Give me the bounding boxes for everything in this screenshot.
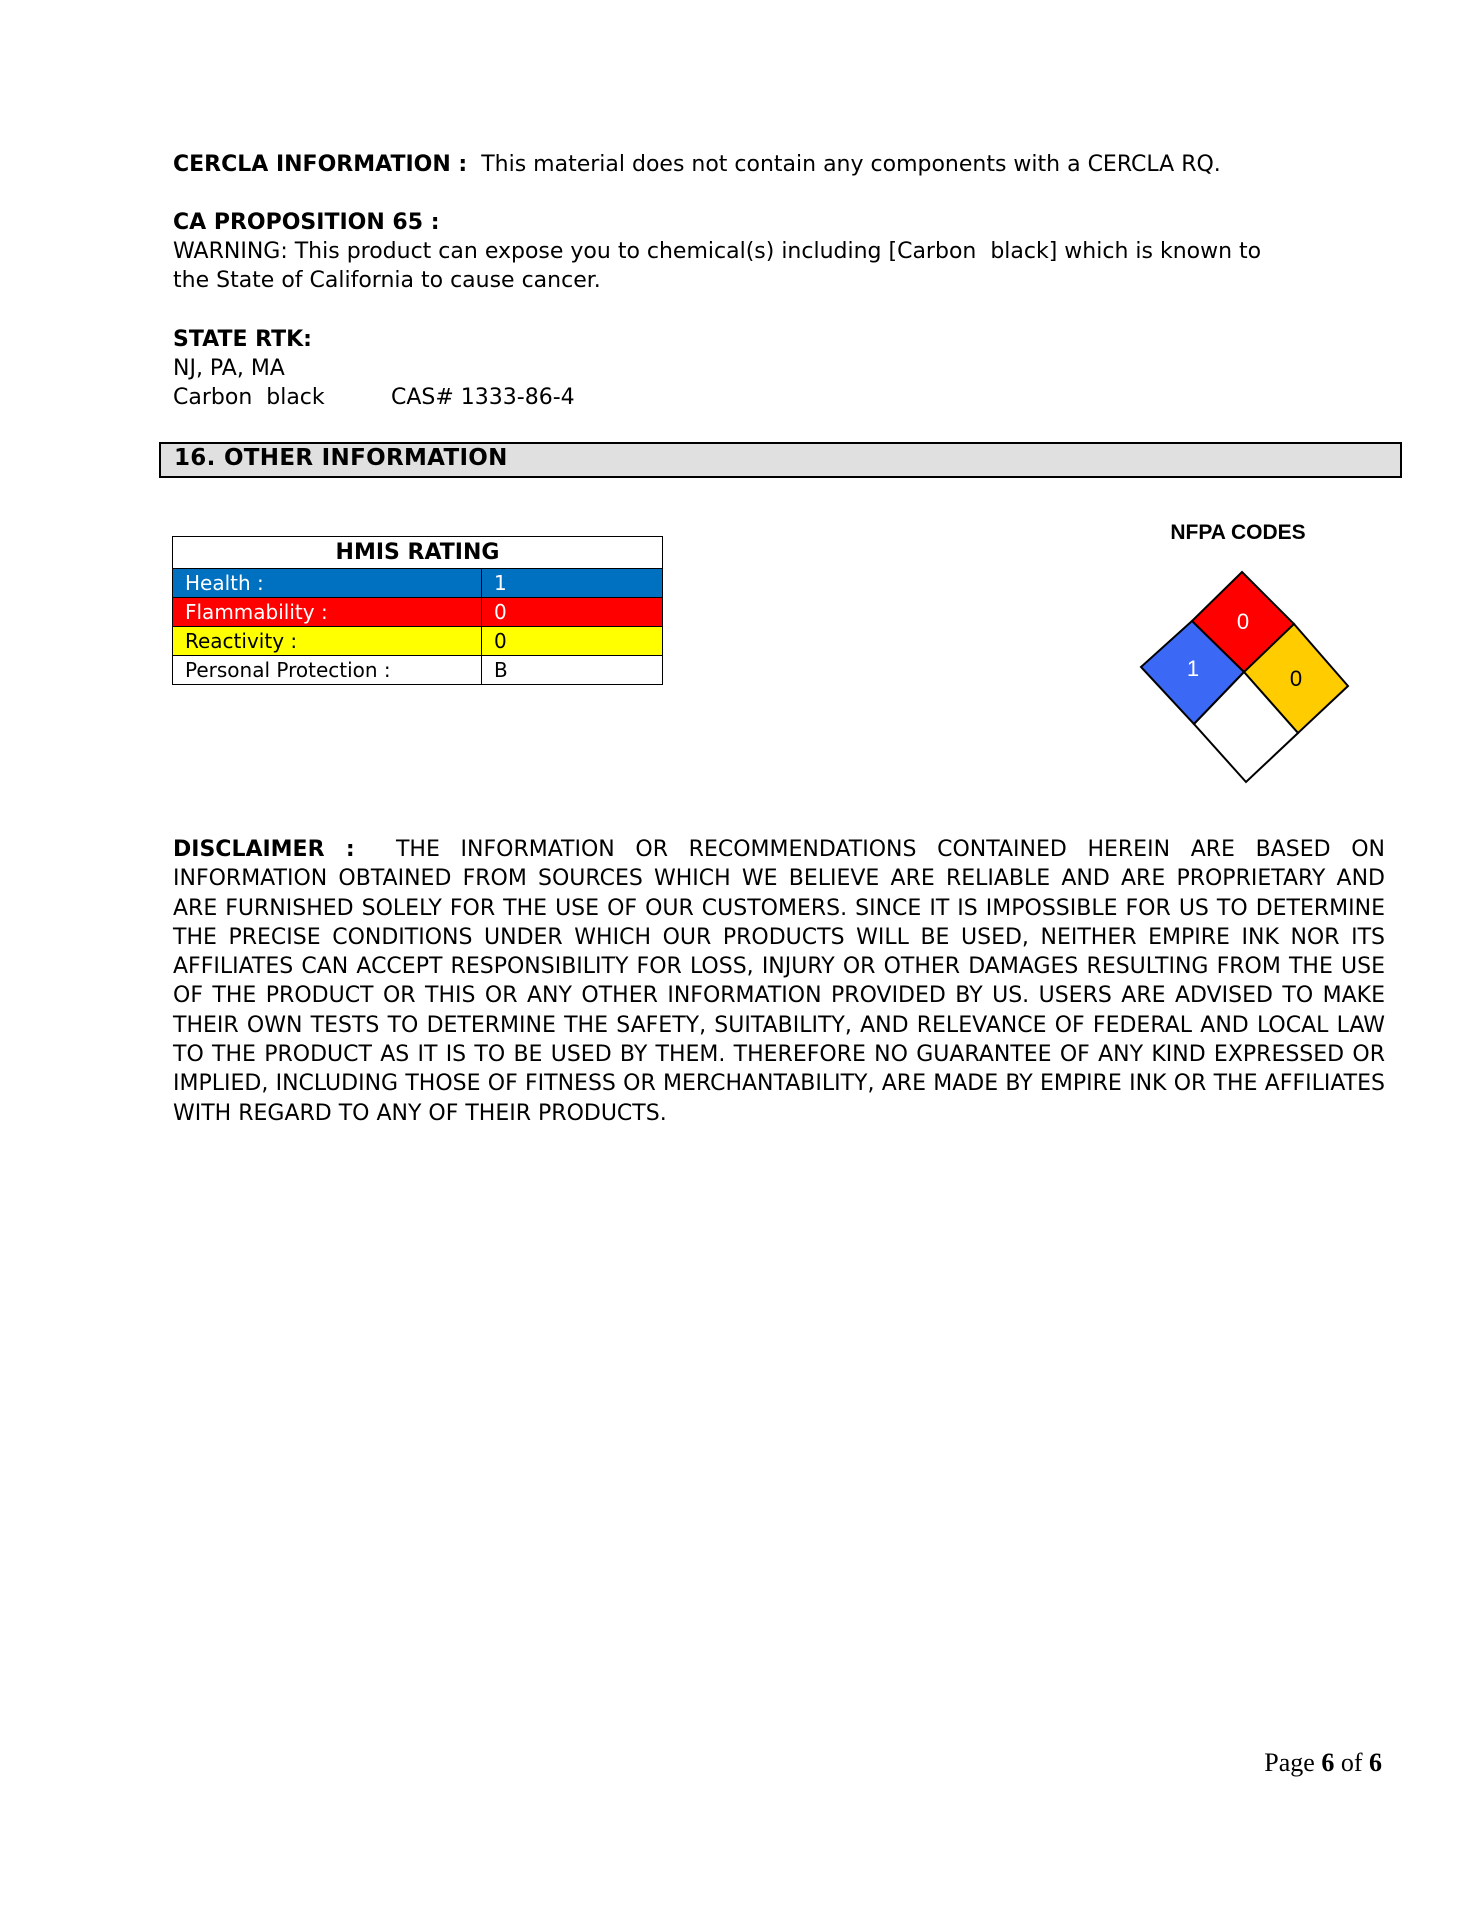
current-page: 6 — [1321, 1748, 1335, 1777]
disclaimer-label: DISCLAIMER : — [173, 837, 355, 862]
hmis-value: 0 — [482, 627, 663, 656]
state-rtk-states: NJ, PA, MA — [173, 356, 285, 381]
hmis-value: 0 — [482, 598, 663, 627]
state-rtk-cas: CAS# 1333-86-4 — [391, 385, 575, 410]
section-header — [159, 442, 1402, 478]
hmis-row-personal-protection — [173, 656, 663, 685]
hmis-title: HMIS RATING — [173, 537, 663, 569]
nfpa-flammability-value: 0 — [1236, 609, 1250, 634]
prop65-warning-line: WARNING: This product can expose you to chemical(s) including [Carbon black] which is known to — [173, 239, 1262, 264]
hmis-label: Health : — [173, 569, 482, 598]
hmis-row-reactivity — [173, 627, 663, 656]
prop65-warning-line: the State of California to cause cancer. — [173, 268, 601, 293]
state-rtk-label: STATE RTK: — [173, 327, 312, 352]
page-word: Page — [1264, 1748, 1315, 1777]
nfpa-diamond — [1130, 560, 1370, 790]
hmis-value: 1 — [482, 569, 663, 598]
of-word: of — [1340, 1748, 1363, 1777]
page-number — [1264, 1748, 1382, 1778]
cercla-information — [173, 150, 1221, 179]
prop65-label: CA PROPOSITION 65 : — [173, 210, 440, 235]
hmis-label: Personal Protection : — [173, 656, 482, 685]
hmis-row-health — [173, 569, 663, 598]
hmis-value: B — [482, 656, 663, 685]
total-pages: 6 — [1369, 1748, 1382, 1777]
cercla-label: CERCLA INFORMATION : — [173, 152, 468, 177]
nfpa-health-value: 1 — [1186, 656, 1200, 681]
nfpa-title: NFPA CODES — [1170, 521, 1306, 544]
disclaimer — [173, 835, 1385, 1128]
state-rtk-chemical: Carbon black — [173, 385, 325, 410]
disclaimer-text: THE INFORMATION OR RECOMMENDATIONS CONTAINED HEREIN ARE BASED ON INFORMATION OBTAINED FROM SOURCES WHICH WE BELIEVE ARE RELIABLE AND ARE PROPRIETARY AND ARE FURNISHED SOLELY FOR THE USE OF OUR CUSTOMERS. SINCE IT IS IMPOSSIBLE FOR US TO DETERMINE THE PRECISE CONDITIONS UNDER WHICH OUR PRODUCTS WILL BE USED, NEITHER EMPIRE INK NOR ITS AFFILIATES CAN ACCEPT RESPONSIBILITY FOR LOSS, INJURY OR OTHER DAMAGES RESULTING FROM THE USE OF THE PRODUCT OR THIS OR ANY OTHER INFORMATION PROVIDED BY US. USERS ARE ADVISED TO MAKE THEIR OWN TESTS TO DETERMINE THE SAFETY, SUITABILITY, AND RELEVANCE OF FEDERAL AND LOCAL LAW TO THE PRODUCT AS IT IS TO BE USED BY THEM. THEREFORE NO GUARANTEE OF ANY KIND EXPRESSED OR IMPLIED, INCLUDING THOSE OF FITNESS OR MERCHANTABILITY, ARE MADE BY EMPIRE INK OR THE AFFILIATES WITH REGARD TO ANY OF THEIR PRODUCTS. — [173, 837, 1385, 1126]
hmis-rating-table — [172, 536, 663, 685]
hmis-label: Reactivity : — [173, 627, 482, 656]
nfpa-reactivity-value: 0 — [1289, 666, 1303, 691]
cercla-text: This material does not contain any components with a CERCLA RQ. — [481, 152, 1221, 177]
hmis-label: Flammability : — [173, 598, 482, 627]
hmis-row-flammability — [173, 598, 663, 627]
section-title: 16. OTHER INFORMATION — [174, 445, 508, 471]
